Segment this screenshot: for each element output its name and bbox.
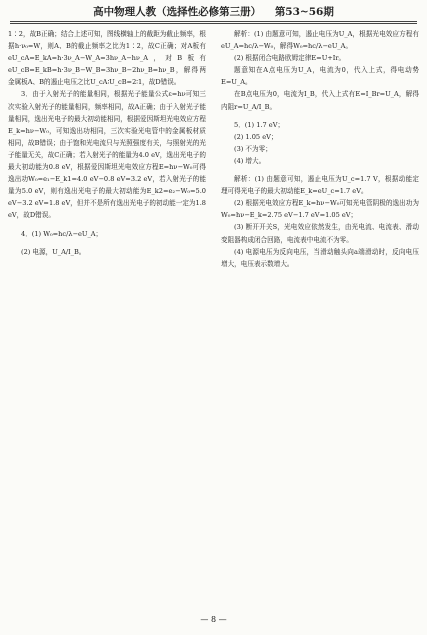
right-paragraph: 题意知在A点电压为U_A，电流为0，代入上式，得电动势E=U_A。 bbox=[221, 66, 419, 87]
header-rule-bottom bbox=[10, 23, 417, 24]
left-paragraph: 1∶2，故B正确；结合上述可知，图线横轴上的截距为截止频率，根据h·ν₀=W，则A、B的截止频率之比为1∶2，故C正确；对A板有eU_cA=E_kA=h·3ν_A−W_A=3hν_A−hν_A，对B板有eU_cB=E_kB=h·3ν_B−W_B=3hν_B−2hν_B=hν_B，解得两金属板A、B的遏止电压之比U_cA∶U_cB=2∶1，故D错误。 bbox=[8, 30, 206, 87]
header-issue: 第53~56期 bbox=[274, 6, 334, 18]
right-paragraph: 5．(1) 1.7 eV； bbox=[234, 120, 285, 129]
left-paragraph: (2) 电源，U_A/I_B。 bbox=[21, 247, 86, 256]
header-rule-top bbox=[10, 21, 417, 22]
right-paragraph: (3) 不为零； bbox=[234, 144, 272, 153]
left-paragraph: 3．由于入射光子的能量相同，根据光子能量公式ε=hν可知三次实验入射光子的能量相同，频率相同，故A正确；由于入射光子能量相同，逸出光电子的最大初动能相同，根据爱因斯坦光电效应方程E_k=hν−W₀，可知逸出功相同，三次实验光电管中的金属板材质相同，故B错误；由于饱和光电流只与光照强度有关，与照射光的光子能量无关，故C正确；若入射光子的能量为4.0 eV，逸出光电子的最大初动能为0.8 eV，根据爱因斯坦光电效应方程E=hν−W₀可得逸出功W₀=e₁−E_k1=4.0 eV−0.8 eV=3.2 eV，若入射光子的能量为5.0 eV，则有逸出光电子的最大初动能为E_k2=e₂−W₀=5.0 eV−3.2 eV=1.8 eV，但并不是所有逸出光电子的初动能一定为1.8 eV，故D错误。 bbox=[8, 90, 206, 220]
right-column bbox=[221, 28, 419, 270]
right-paragraph: 解析：(1) 由题意可知，遏止电压为U_A，根据光电效应方程有eU_A=hc/λ−W₀，解得W₀=hc/λ−eU_A。 bbox=[221, 30, 419, 51]
page-number: — 8 — bbox=[200, 615, 227, 624]
right-paragraph: (2) 根据闭合电路欧姆定律E=U+Ir。 bbox=[234, 54, 346, 63]
right-paragraph: (2) 根据光电效应方程E_k=hν−W₀可知光电管阴极的逸出功为W₀=hν−E_k=2.75 eV−1.7 eV=1.05 eV； bbox=[221, 199, 419, 220]
right-paragraph: (4) 增大。 bbox=[234, 156, 266, 165]
header-title: 高中物理人教（选择性必修第三册） bbox=[93, 6, 262, 18]
right-paragraph: (4) 电源电压为反向电压，当滑动触头向a端滑动时，反向电压增大，电压表示数增大。 bbox=[221, 247, 419, 268]
right-paragraph: 在B点电压为0，电流为I_B，代入上式有E=I_Br=U_A，解得内阻r=U_A/I_B。 bbox=[221, 90, 419, 111]
left-paragraph: 4．(1) W₀=hc/λ−eU_A； bbox=[21, 229, 103, 238]
right-paragraph: 解析：(1) 由题意可知，遏止电压为U_c=1.7 V，根据动能定理可得光电子的最大初动能E_k=eU_c=1.7 eV。 bbox=[221, 175, 419, 196]
left-column bbox=[8, 28, 206, 258]
right-paragraph: (2) 1.05 eV； bbox=[234, 132, 278, 141]
right-paragraph: (3) 断开开关S，光电效应依然发生，由光电流、电流表、滑动变阻器构成闭合回路，电流表中电流不为零。 bbox=[221, 223, 419, 244]
